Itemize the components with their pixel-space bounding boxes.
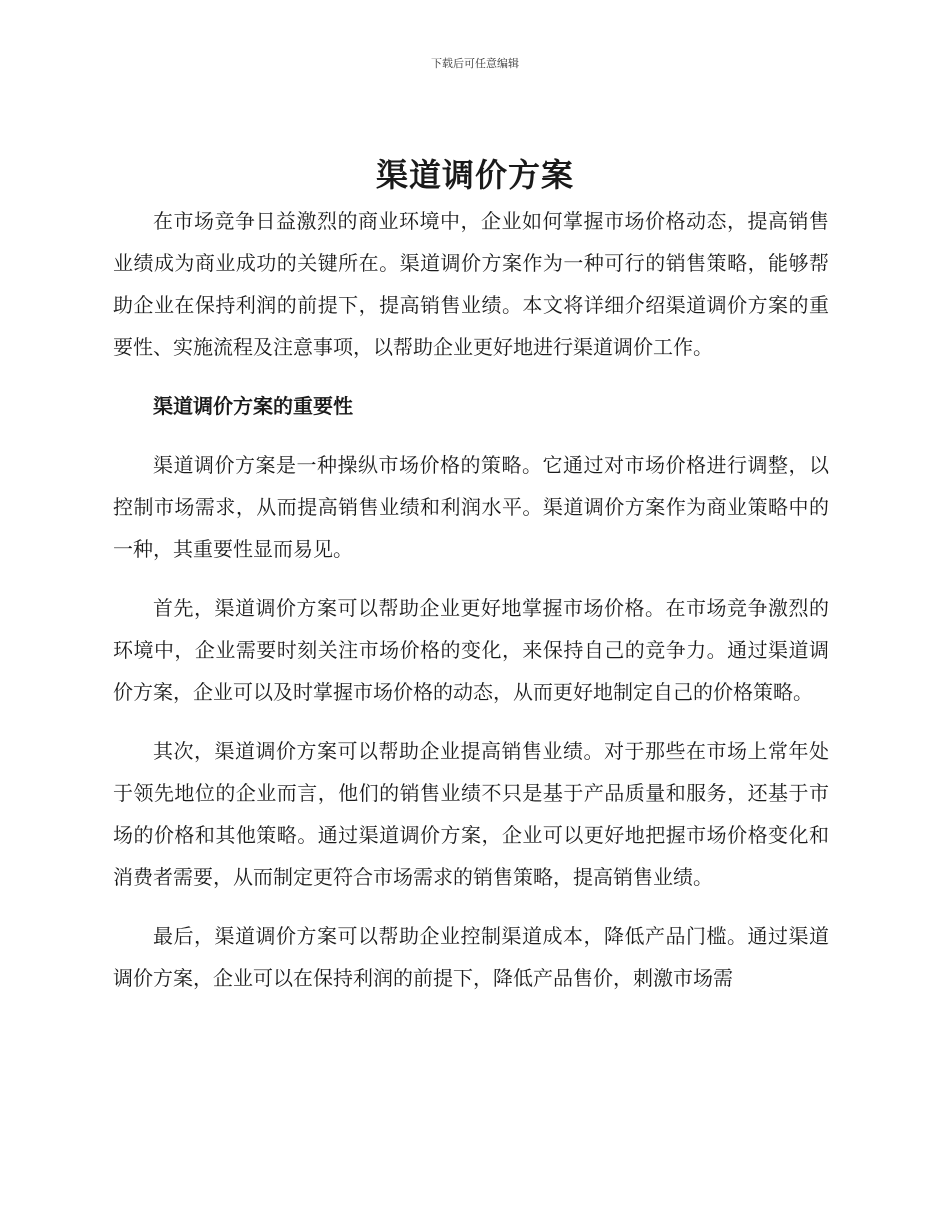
- intro-paragraph: 在市场竞争日益激烈的商业环境中，企业如何掌握市场价格动态，提高销售业绩成为商业成功的关键所在。渠道调价方案作为一种可行的销售策略，能够帮助企业在保持利润的前提下，提高销售业绩。本文将详细介绍渠道调价方案的重要性、实施流程及注意事项，以帮助企业更好地进行渠道调价工作。: [113, 209, 829, 359]
- section-heading: 渠道调价方案的重要性: [153, 394, 353, 418]
- body-paragraph: 渠道调价方案是一种操纵市场价格的策略。它通过对市场价格进行调整，以控制市场需求，从而提高销售业绩和利润水平。渠道调价方案作为商业策略中的一种，其重要性显而易见。: [113, 453, 829, 561]
- document-title: 渠道调价方案: [375, 156, 574, 194]
- header-note: 下载后可任意编辑: [431, 57, 519, 70]
- document-body: [113, 200, 829, 999]
- body-paragraph: 首先，渠道调价方案可以帮助企业更好地掌握市场价格。在市场竞争激烈的环境中，企业需要时刻关注市场价格的变化，来保持自己的竞争力。通过渠道调价方案，企业可以及时掌握市场价格的动态，从而更好地制定自己的价格策略。: [113, 596, 829, 704]
- body-paragraph: 最后，渠道调价方案可以帮助企业控制渠道成本，降低产品门槛。通过渠道调价方案，企业可以在保持利润的前提下，降低产品售价，刺激市场需: [113, 924, 829, 990]
- body-paragraph: 其次，渠道调价方案可以帮助企业提高销售业绩。对于那些在市场上常年处于领先地位的企业而言，他们的销售业绩不只是基于产品质量和服务，还基于市场的价格和其他策略。通过渠道调价方案，企业可以更好地把握市场价格变化和消费者需要，从而制定更符合市场需求的销售策略，提高销售业绩。: [113, 739, 829, 889]
